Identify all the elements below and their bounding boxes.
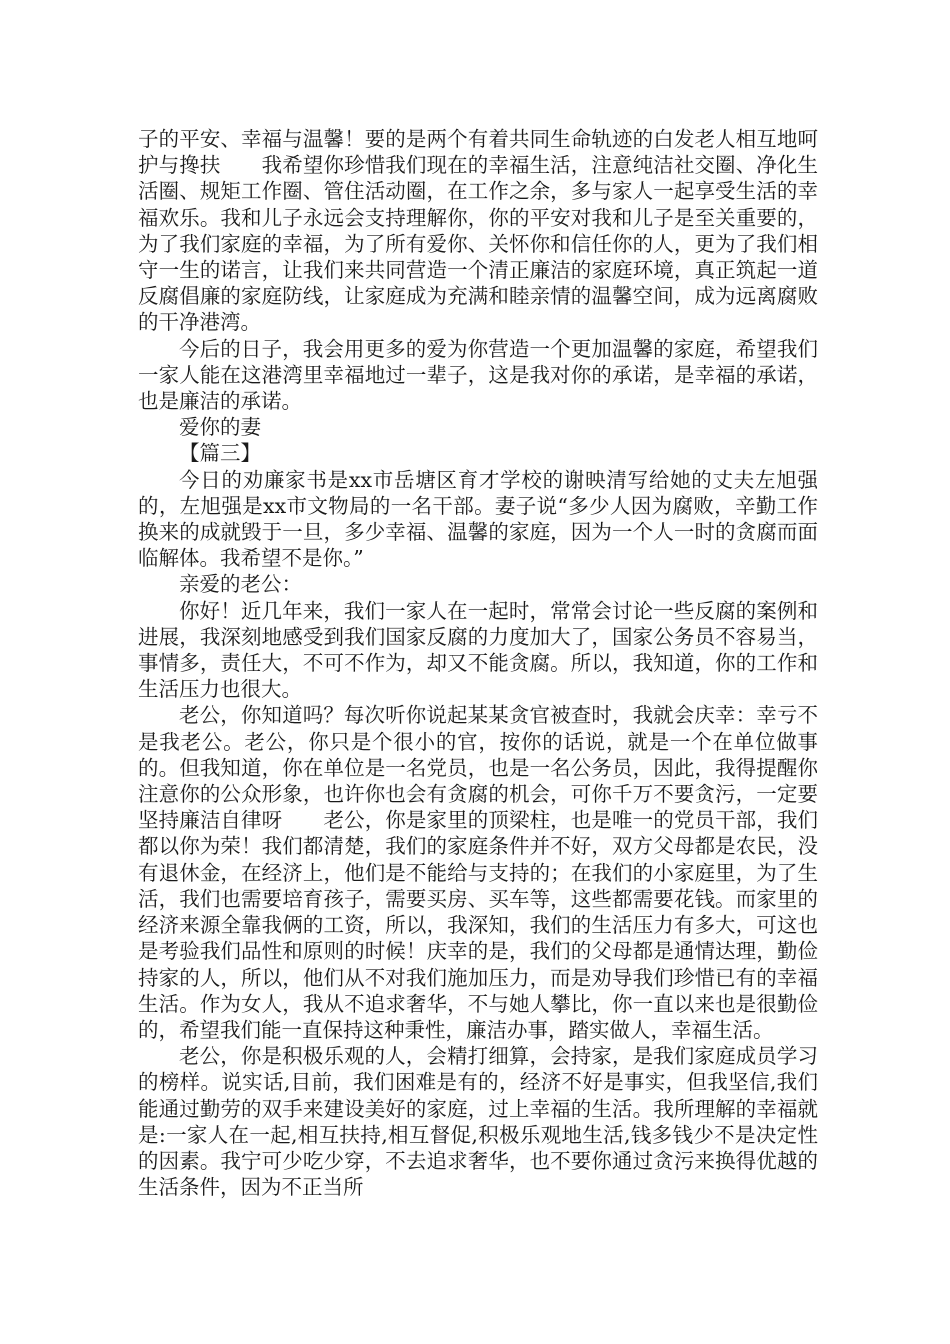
document-body [138, 126, 818, 1200]
section-heading: 【篇三】 [179, 441, 261, 466]
paragraph: 你好！近几年来，我们一家人在一起时，常常会讨论一些反腐的案例和进展，我深刻地感受到我们国家反腐的力度加大了，国家公务员不容易当，事情多，责任大，不可不作为，却又不能贪腐。所以，我知道，你的工作和生活压力也很大。 [138, 598, 818, 702]
paragraph: 子的平安、幸福与温馨！要的是两个有着共同生命轨迹的白发老人相互地呵护与搀扶 我希望你珍惜我们现在的幸福生活，注意纯洁社交圈、净化生活圈、规矩工作圈、管住活动圈，在工作之余，多与家人一起享受生活的幸福欢乐。我和儿子永远会支持理解你，你的平安对我和儿子是至关重要的，为了我们家庭的幸福，为了所有爱你、关怀你和信任你的人，更为了我们相守一生的诺言，让我们来共同营造一个清正廉洁的家庭环境，真正筑起一道反腐倡廉的家庭防线，让家庭成为充满和睦亲情的温馨空间，成为远离腐败的干净港湾。 [138, 127, 818, 335]
salutation: 亲爱的老公： [179, 572, 302, 597]
paragraph: 老公，你知道吗？每次听你说起某某贪官被查时，我就会庆幸：幸亏不是我老公。老公，你只是个很小的官，按你的话说，就是一个在单位做事的。但我知道，你在单位是一名党员，也是一名公务员，因此，我得提醒你注意你的公众形象，也许你也会有贪腐的机会，可你千万不要贪污，一定要坚持廉洁自律呀 老公，你是家里的顶梁柱，也是唯一的党员干部，我们都以你为荣！我们都清楚，我们的家庭条件并不好，双方父母都是农民，没有退休金，在经济上，他们是不能给与支持的；在我们的小家庭里，为了生活，我们也需要培育孩子，需要买房、买车等，这些都需要花钱。而家里的经济来源全靠我俩的工资，所以，我深知，我们的生活压力有多大，可这也是考验我们品性和原则的时候！庆幸的是，我们的父母都是通情达理，勤俭持家的人，所以，他们从不对我们施加压力，而是劝导我们珍惜已有的幸福生活。作为女人，我从不追求奢华，不与她人攀比，你一直以来也是很勤俭的，希望我们能一直保持这种秉性，廉洁办事，踏实做人，幸福生活。 [138, 703, 818, 1042]
paragraph: 今后的日子，我会用更多的爱为你营造一个更加温馨的家庭，希望我们一家人能在这港湾里幸福地过一辈子，这是我对你的承诺，是幸福的承诺，也是廉洁的承诺。 [138, 336, 818, 414]
paragraph: 老公，你是积极乐观的人，会精打细算，会持家，是我们家庭成员学习的榜样。说实话,目前，我们困难是有的，经济不好是事实，但我坚信,我们能通过勤劳的双手来建设美好的家庭，过上幸福的生活。我所理解的幸福就是:一家人在一起,相互扶持,相互督促,积极乐观地生活,钱多钱少不是决定性的因素。我宁可少吃少穿，不去追求奢华，也不要你通过贪污来换得优越的生活条件，因为不正当所 [138, 1044, 818, 1200]
signature-line: 爱你的妻 [179, 415, 261, 440]
paragraph: 今日的劝廉家书是xx市岳塘区育才学校的谢映清写给她的丈夫左旭强的，左旭强是xx市文物局的一名干部。妻子说“多少人因为腐败，辛勤工作换来的成就毁于一旦，多少幸福、温馨的家庭，因为一个人一时的贪腐而面临解体。我希望不是你。” [138, 467, 818, 571]
